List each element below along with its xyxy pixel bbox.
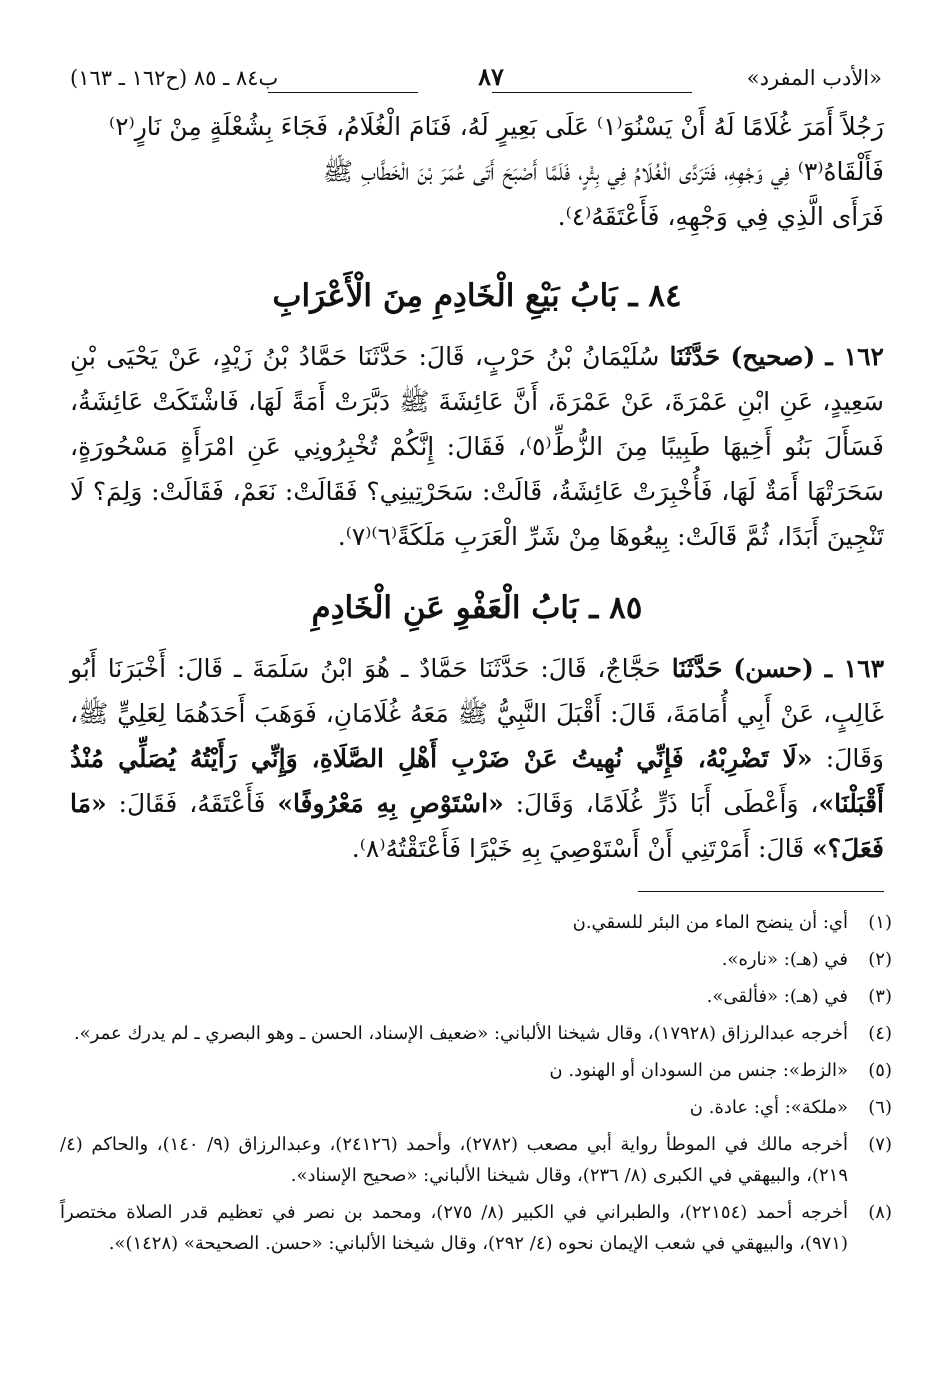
page-number: ٨٧	[478, 62, 504, 91]
footnote-text: «الزط»: جنس من السودان أو الهنود. ن	[549, 1060, 848, 1081]
footnote-text: «ملكة»: أي: عادة. ن	[689, 1097, 848, 1118]
footnote-text: أخرجه عبدالرزاق (١٧٩٢٨)، وقال شيخنا الألباني: «ضعيف الإسناد، الحسن ـ وهو البصري ـ لم يدرك عمر».	[73, 1023, 848, 1044]
footnote	[60, 981, 892, 1012]
footnote-text: في (هـ): «فألقى».	[706, 986, 848, 1007]
page-header	[70, 62, 882, 96]
intro-line: فَأَلْقَاهُ⁽٣⁾ فِي وَجْهِهِ، فَتَرَدَّى الْغُلَامُ فِي بِئْرٍ، فَلَمَّا أَصْبَحَ أَتَى عُمَرَ بْنَ الْخَطَّابِ ﷺ	[322, 157, 884, 186]
prophet-quote: «مَا فَعَلَ؟»	[70, 789, 884, 863]
hadith-text: سُلَيْمَانُ بْنُ حَرْبٍ، قَالَ: حَدَّثَنَا حَمَّادُ بْنُ زَيْدٍ، عَنْ يَحْيَى بْنِ سَعِيدٍ، عَنِ ابْنِ عَمْرَةَ، عَنْ عَمْرَةَ، أَنَّ عَائِشَةَ ﷺ دَبَّرَتْ أَمَةً لَهَا، فَاشْتَكَتْ عَائِشَةُ، فَسَأَلَ بَنُو أَخِيهَا طَبِيبًا مِنَ الزُّطِّ⁽٥⁾، فَقَالَ: إِنَّكُمْ تُخْبِرُونِي عَنِ امْرَأَةٍ مَسْحُورَةٍ، سَحَرَتْهَا أَمَةٌ لَهَا، فَأُخْبِرَتْ عَائِشَةُ، قَالَتْ: سَحَرْتِينِي؟ فَقَالَتْ: نَعَمْ، فَقَالَتْ: وَلِمَ؟ لَا تَنْجِينَ أَبَدًا، ثُمَّ قَالَتْ: بِيعُوهَا مِنْ شَرِّ الْعَرَبِ مَلَكَةً⁽٦⁾⁽٧⁾.	[70, 342, 884, 551]
footnote	[60, 944, 892, 975]
prophet-quote: «اسْتَوْصِ بِهِ مَعْرُوفًا»	[277, 789, 504, 818]
chapter-84-heading: ٨٤ ـ بَابُ بَيْعِ الْخَادِمِ مِنَ الْأَعْرَابِ	[272, 278, 682, 314]
footnote-text: في (هـ): «ناره».	[721, 949, 848, 970]
footnote-number: (٢)	[868, 949, 892, 970]
hadith-162	[70, 334, 884, 559]
haddathana: حَدَّثَنَا	[669, 342, 721, 371]
footnote	[60, 1129, 892, 1191]
hadith-163	[70, 646, 884, 871]
footnote	[60, 1092, 892, 1123]
hadith-text: حَجَّاجٌ، قَالَ: حَدَّثَنَا حَمَّادٌ ـ هُوَ ابْنُ سَلَمَةَ ـ قَالَ: أَخْبَرَنَا أَبُو غَالِبٍ، عَنْ أَبِي أُمَامَةَ، قَالَ: أَقْبَلَ النَّبِيُّ ﷺ مَعَهُ غُلَامَانِ، فَوَهَبَ أَحَدَهُمَا لِعَلِيٍّ ﷺ، وَقَالَ:	[70, 654, 884, 773]
header-rule-left	[268, 92, 418, 93]
hadith-text: فَأَعْتَقَهُ، فَقَالَ:	[118, 789, 266, 818]
footnote-number: (٨)	[868, 1202, 892, 1223]
hadith-number: ١٦٣ ـ	[824, 654, 885, 683]
hadith-text: ، وَأَعْطَى أَبَا ذَرٍّ غُلَامًا، وَقَالَ:	[515, 789, 819, 818]
hadith-text: قَالَ: أَمَرْتَنِي أَنْ أَسْتَوْصِيَ بِهِ خَيْرًا فَأَعْتَقْتُهُ⁽٨⁾.	[351, 834, 805, 863]
footnote	[60, 907, 892, 938]
header-rule-right	[492, 92, 692, 93]
book-title: «الأدب المفرد»	[746, 66, 882, 90]
intro-line: رَجُلاً أَمَرَ غُلَامًا لَهُ أَنْ يَسْنُوَ⁽١⁾ عَلَى بَعِيرٍ لَهُ، فَنَامَ الْغُلَامُ، فَجَاءَ بِشُعْلَةٍ مِنْ نَارٍ⁽٢⁾	[108, 112, 884, 141]
footnote	[60, 1018, 892, 1049]
footnote-number: (٧)	[868, 1134, 892, 1155]
footnote-number: (٥)	[868, 1060, 892, 1081]
footnote-text: أخرجه مالك في الموطأ رواية أبي مصعب (٢٧٨٢)، وأحمد (٢٤١٢٦)، وعبدالرزاق (٩/ ١٤٠)، والحاكم (٤/ ٢١٩)، والبيهقي في الكبرى (٨/ ٢٣٦)، وقال شيخنا الألباني: «صحيح الإسناد».	[60, 1134, 848, 1186]
chapter-hadith-range: ب٨٤ ـ ٨٥ (ح١٦٢ ـ ١٦٣)	[70, 66, 279, 90]
hadith-grade: (حسن)	[733, 654, 814, 683]
footnote-text: أخرجه أحمد (٢٢١٥٤)، والطبراني في الكبير (٨/ ٢٧٥)، ومحمد بن نصر في تعظيم قدر الصلاة مختصراً (٩٧١)، والبيهقي في شعب الإيمان نحوه (٤/ ٢٩٢)، وقال شيخنا الألباني: «حسن. الصحيحة» (١٤٢٨)».	[60, 1202, 848, 1254]
footnote-separator	[638, 891, 884, 892]
footnote-number: (١)	[868, 912, 892, 933]
footnote	[60, 1197, 892, 1259]
footnote-number: (٣)	[868, 986, 892, 1007]
footnote-number: (٤)	[868, 1023, 892, 1044]
chapter-85-heading: ٨٥ ـ بَابُ الْعَفْوِ عَنِ الْخَادِمِ	[311, 590, 643, 626]
hadith-number: ١٦٢ ـ	[825, 342, 884, 371]
footnote-number: (٦)	[868, 1097, 892, 1118]
hadith-grade: (صحيح)	[730, 342, 816, 371]
intro-paragraph	[70, 104, 884, 239]
intro-line: فَرَأَى الَّذِي فِي وَجْهِهِ، فَأَعْتَقَهُ⁽٤⁾.	[557, 202, 884, 231]
prophet-quote: «لَا تَضْرِبْهُ، فَإِنِّي نُهِيتُ عَنْ ضَرْبِ أَهْلِ الصَّلَاةِ، وَإِنِّي رَأَيْتُهُ يُصَلِّي مُنْذُ أَقْبَلْنَا»	[70, 744, 884, 818]
footnote	[60, 1055, 892, 1086]
footnotes	[60, 907, 892, 1265]
footnote-text: أي: أن ينضح الماء من البئر للسقي.ن	[572, 912, 848, 933]
haddathana: حَدَّثَنَا	[671, 654, 723, 683]
